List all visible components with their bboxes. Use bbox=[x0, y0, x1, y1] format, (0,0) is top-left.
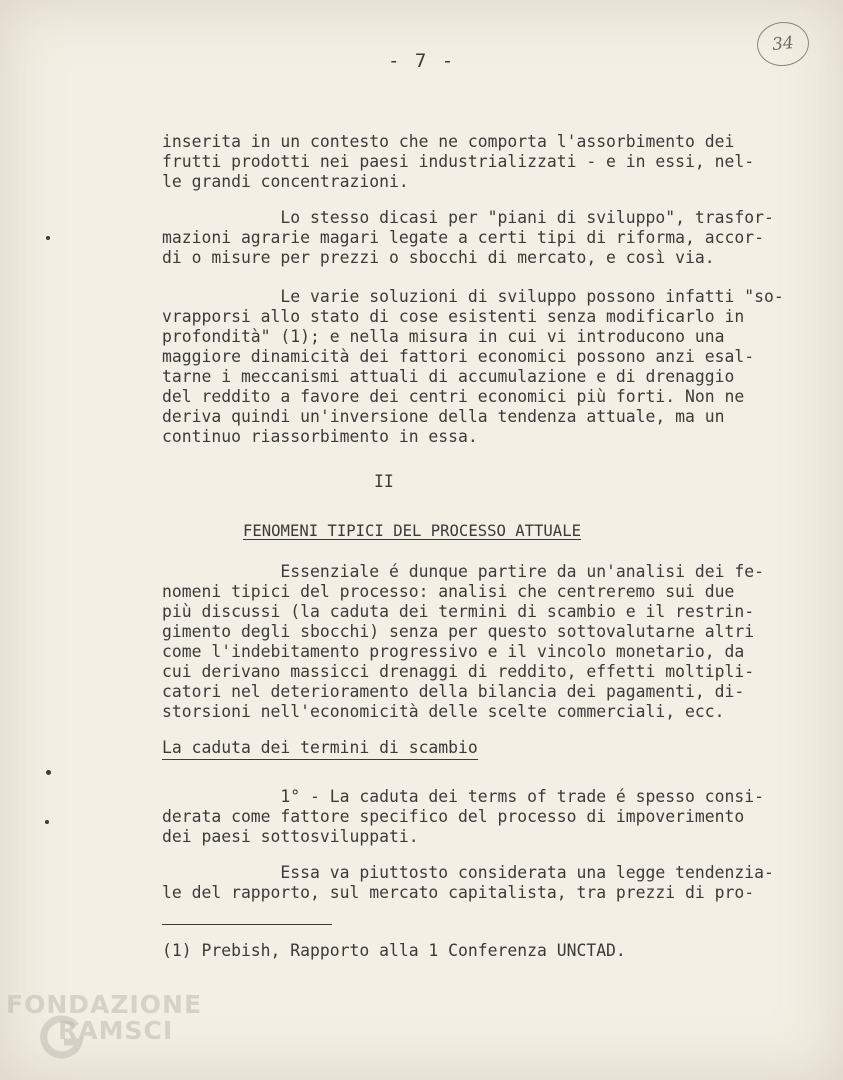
text-line: Essenziale é dunque partire da un'analisi dei fe- bbox=[162, 562, 764, 581]
text-line: catori nel deterioramento della bilancia dei pagamenti, di- bbox=[162, 682, 745, 701]
text-line: Essa va piuttosto considerata una legge tendenzia- bbox=[162, 863, 774, 882]
text-line: inserita in un contesto che ne comporta l'assorbimento dei bbox=[162, 132, 735, 151]
text-line: del reddito a favore dei centri economici più forti. Non ne bbox=[162, 387, 745, 406]
text-line: le grandi concentrazioni. bbox=[162, 172, 409, 191]
footnote-separator bbox=[162, 924, 332, 925]
text-line: mazioni agrarie magari legate a certi tipi di riforma, accor- bbox=[162, 228, 764, 247]
text-line: tarne i meccanismi attuali di accumulazione e di drenaggio bbox=[162, 367, 735, 386]
text-line: dei paesi sottosviluppati. bbox=[162, 827, 419, 846]
text-line: Le varie soluzioni di sviluppo possono infatti "so- bbox=[162, 287, 784, 306]
text-line: più discussi (la caduta dei termini di scambio e il restrin- bbox=[162, 602, 755, 621]
text-line: cui derivano massicci drenaggi di reddito, effetti moltipli- bbox=[162, 662, 755, 681]
text-line: le del rapporto, sul mercato capitalista, tra prezzi di pro- bbox=[162, 883, 755, 902]
foundation-watermark bbox=[6, 990, 216, 1070]
text-line: deriva quindi un'inversione della tendenza attuale, ma un bbox=[162, 407, 725, 426]
text-line: Lo stesso dicasi per "piani di sviluppo", trasfor- bbox=[162, 208, 774, 227]
margin-dot bbox=[45, 820, 49, 824]
text-line: storsioni nell'economicità delle scelte commerciali, ecc. bbox=[162, 702, 725, 721]
margin-dot bbox=[46, 236, 50, 240]
text-line: derata come fattore specifico del processo di impoverimento bbox=[162, 807, 745, 826]
page-number: - 7 - bbox=[388, 50, 456, 72]
text-line: nomeni tipici del processo: analisi che centreremo sui due bbox=[162, 582, 735, 601]
section-number: II bbox=[374, 472, 394, 491]
subsection-title: La caduta dei termini di scambio bbox=[162, 738, 478, 760]
watermark-line1: FONDAZIONE bbox=[6, 990, 203, 1019]
text-line: vrapporsi allo stato di cose esistenti senza modificarlo in bbox=[162, 307, 745, 326]
text-line: maggiore dinamicità dei fattori economici possono anzi esal- bbox=[162, 347, 755, 366]
archive-folio-mark: 34 bbox=[755, 19, 811, 68]
text-line: 1° - La caduta dei terms of trade é spesso consi- bbox=[162, 787, 764, 806]
footnote: (1) Prebish, Rapporto alla 1 Conferenza UNCTAD. bbox=[162, 941, 626, 960]
text-line: continuo riassorbimento in essa. bbox=[162, 427, 478, 446]
text-line: frutti prodotti nei paesi industrializzati - e in essi, nel- bbox=[162, 152, 755, 171]
text-line: profondità" (1); e nella misura in cui vi introducono una bbox=[162, 327, 725, 346]
section-title: FENOMENI TIPICI DEL PROCESSO ATTUALE bbox=[243, 522, 581, 540]
margin-dot bbox=[46, 770, 51, 775]
text-line: come l'indebitamento progressivo e il vincolo monetario, da bbox=[162, 642, 745, 661]
watermark-line2: RAMSCI bbox=[58, 1016, 174, 1045]
text-line: gimento degli sbocchi) senza per questo sottovalutarne altri bbox=[162, 622, 755, 641]
text-line: di o misure per prezzi o sbocchi di mercato, e così via. bbox=[162, 248, 715, 267]
